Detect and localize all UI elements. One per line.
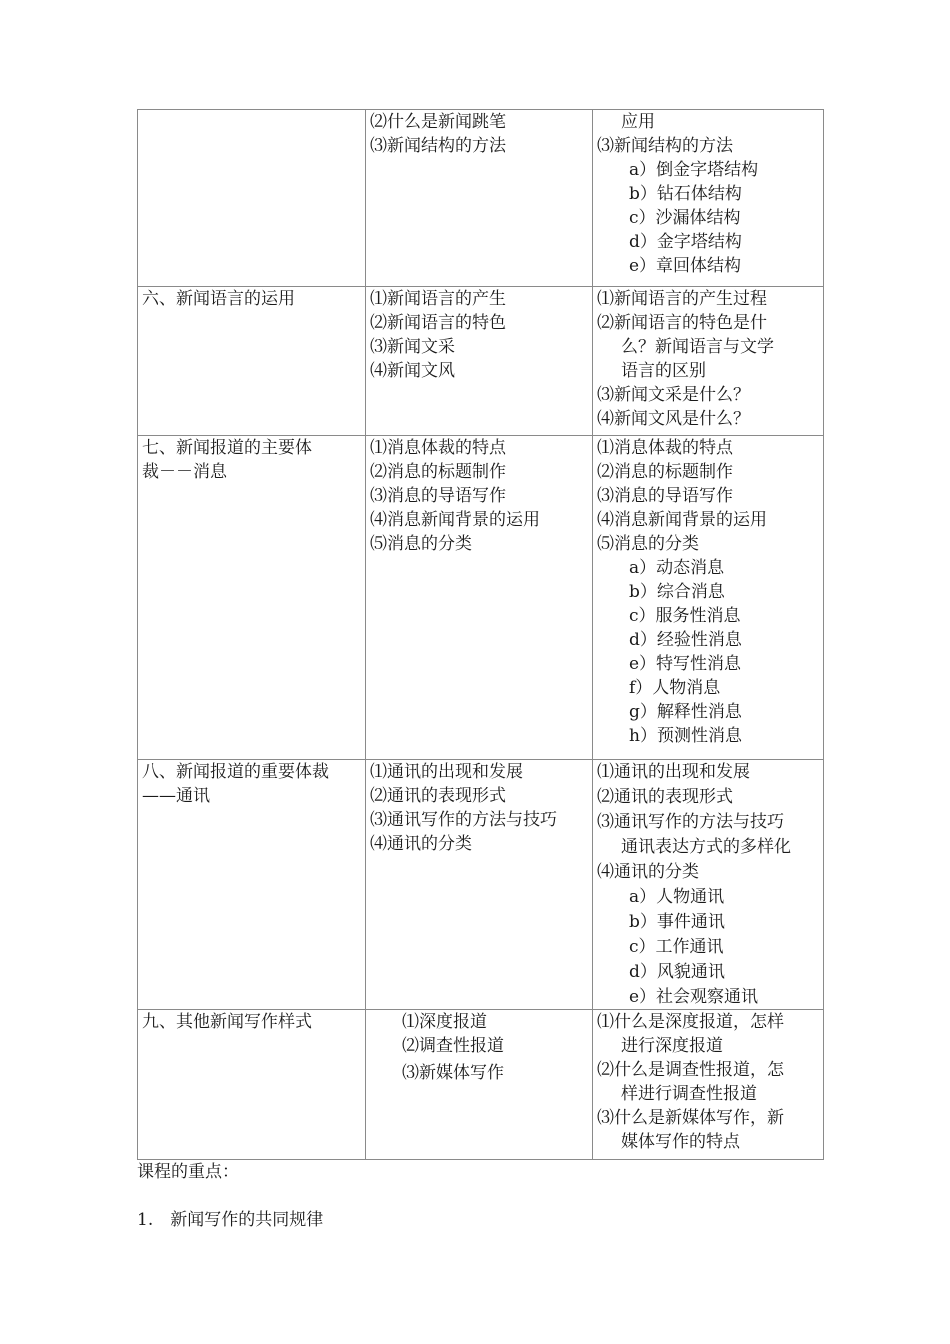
table-row xyxy=(138,287,824,436)
topic-cell xyxy=(138,760,366,1010)
content-cell xyxy=(366,436,593,760)
requirement-line: ⑶新闻文采是什么？ xyxy=(597,385,750,405)
requirement-line: d）金字塔结构 xyxy=(629,232,742,252)
content-line: ⑷消息新闻背景的运用 xyxy=(370,510,540,530)
content-line: ⑵什么是新闻跳笔 xyxy=(370,112,506,132)
table-row xyxy=(138,1010,824,1160)
requirement-line: c）服务性消息 xyxy=(629,606,741,626)
content-line: ⑵调查性报道 xyxy=(402,1036,504,1056)
topic-line: 八、新闻报道的重要体裁 xyxy=(142,762,329,782)
content-line: ⑶新闻结构的方法 xyxy=(370,136,506,156)
requirement-line: ⑵通讯的表现形式 xyxy=(597,787,733,807)
requirement-line: ⑶通讯写作的方法与技巧 xyxy=(597,812,784,832)
content-line: ⑴新闻语言的产生 xyxy=(370,289,506,309)
content-line: ⑷通讯的分类 xyxy=(370,834,472,854)
requirement-line: ⑴新闻语言的产生过程 xyxy=(597,289,767,309)
syllabus-table xyxy=(137,109,824,1160)
requirement-line: 通讯表达方式的多样化 xyxy=(621,837,791,857)
requirements-cell xyxy=(593,110,824,287)
requirement-line: ⑶新闻结构的方法 xyxy=(597,136,733,156)
requirement-line: ⑸消息的分类 xyxy=(597,534,699,554)
requirements-cell xyxy=(593,287,824,436)
table-row xyxy=(138,110,824,287)
key-point-item: 1. 新闻写作的共同规律 xyxy=(137,1210,324,1230)
requirement-line: e）特写性消息 xyxy=(629,654,742,674)
content-line: ⑶通讯写作的方法与技巧 xyxy=(370,810,557,830)
topic-line: 九、其他新闻写作样式 xyxy=(142,1012,312,1032)
requirement-line: d）风貌通讯 xyxy=(629,962,725,982)
content-line: ⑷新闻文风 xyxy=(370,361,455,381)
requirement-line: f）人物消息 xyxy=(629,678,721,698)
requirement-line: d）经验性消息 xyxy=(629,630,742,650)
requirement-line: a）人物通讯 xyxy=(629,887,725,907)
requirement-line: ⑴什么是深度报道，怎样 xyxy=(597,1012,784,1032)
content-cell xyxy=(366,287,593,436)
content-line: ⑸消息的分类 xyxy=(370,534,472,554)
requirement-line: ⑴消息体裁的特点 xyxy=(597,438,733,458)
content-line: ⑵消息的标题制作 xyxy=(370,462,506,482)
topic-line: 七、新闻报道的主要体 xyxy=(142,438,312,458)
requirement-line: ⑶什么是新媒体写作，新 xyxy=(597,1108,784,1128)
requirement-line: ⑵消息的标题制作 xyxy=(597,462,733,482)
topic-line: 裁－－消息 xyxy=(142,462,227,482)
content-line: ⑶新媒体写作 xyxy=(402,1063,504,1083)
requirement-line: 样进行调查性报道 xyxy=(621,1084,757,1104)
topic-line: ——通讯 xyxy=(142,786,210,806)
requirement-line: a）动态消息 xyxy=(629,558,725,578)
content-line: ⑴深度报道 xyxy=(402,1012,487,1032)
requirements-cell xyxy=(593,760,824,1010)
content-line: ⑵新闻语言的特色 xyxy=(370,313,506,333)
requirement-line: e）章回体结构 xyxy=(629,256,742,276)
content-line: ⑴通讯的出现和发展 xyxy=(370,762,523,782)
requirement-line: ⑷通讯的分类 xyxy=(597,862,699,882)
requirement-line: ⑴通讯的出现和发展 xyxy=(597,762,750,782)
requirement-line: 进行深度报道 xyxy=(621,1036,723,1056)
requirement-line: ⑷新闻文风是什么？ xyxy=(597,409,750,429)
content-line: ⑴消息体裁的特点 xyxy=(370,438,506,458)
requirement-line: c）沙漏体结构 xyxy=(629,208,741,228)
requirement-line: 应用 xyxy=(621,112,655,132)
requirements-cell xyxy=(593,436,824,760)
requirement-line: a）倒金字塔结构 xyxy=(629,160,759,180)
requirement-line: 媒体写作的特点 xyxy=(621,1132,740,1152)
requirement-line: 么？新闻语言与文学 xyxy=(621,337,774,357)
requirement-line: c）工作通讯 xyxy=(629,937,724,957)
requirement-line: ⑶消息的导语写作 xyxy=(597,486,733,506)
content-cell xyxy=(366,110,593,287)
requirement-line: ⑵什么是调查性报道，怎 xyxy=(597,1060,784,1080)
requirement-line: ⑵新闻语言的特色是什 xyxy=(597,313,767,333)
key-points-heading: 课程的重点： xyxy=(137,1162,239,1182)
requirement-line: 语言的区别 xyxy=(621,361,706,381)
requirement-line: b）事件通讯 xyxy=(629,912,725,932)
requirement-line: b）综合消息 xyxy=(629,582,725,602)
requirements-cell xyxy=(593,1010,824,1160)
requirement-line: e）社会观察通讯 xyxy=(629,987,759,1007)
content-line: ⑶新闻文采 xyxy=(370,337,455,357)
content-line: ⑶消息的导语写作 xyxy=(370,486,506,506)
topic-cell xyxy=(138,1010,366,1160)
content-cell xyxy=(366,1010,593,1160)
content-line: ⑵通讯的表现形式 xyxy=(370,786,506,806)
table-row xyxy=(138,436,824,760)
topic-line: 六、新闻语言的运用 xyxy=(142,289,295,309)
requirement-line: b）钻石体结构 xyxy=(629,184,742,204)
content-cell xyxy=(366,760,593,1010)
requirement-line: g）解释性消息 xyxy=(629,702,742,722)
requirement-line: ⑷消息新闻背景的运用 xyxy=(597,510,767,530)
requirement-line: h）预测性消息 xyxy=(629,726,742,746)
topic-cell xyxy=(138,110,366,287)
table-row xyxy=(138,760,824,1010)
topic-cell xyxy=(138,436,366,760)
topic-cell xyxy=(138,287,366,436)
